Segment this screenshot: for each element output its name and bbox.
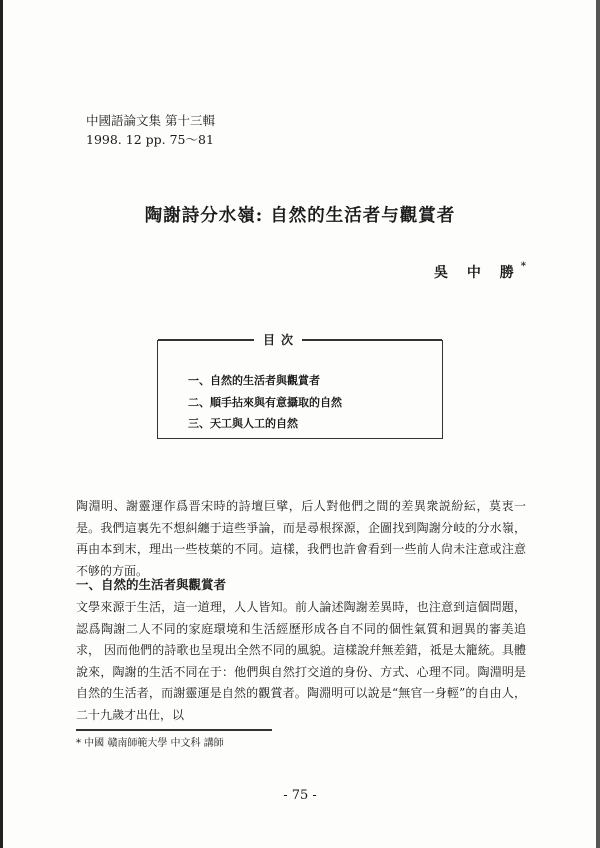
journal-citation: 1998. 12 pp. 75～81	[86, 132, 214, 147]
table-of-contents	[157, 333, 443, 439]
toc-item: 三、天工與人工的自然	[188, 417, 298, 430]
footnote-divider	[76, 729, 272, 731]
journal-name: 中國語論文集 第十三輯	[86, 113, 215, 128]
section-paragraph: 文學來源于生活，這一道理，人人皆知。前人論述陶謝差異時，也注意到這個問題，認爲陶謝二人不同的家庭環境和生活經歷形成各自不同的個性氣質和迥異的審美追求， 因而他們的詩歌也呈現出全然不同的風貌。這樣說幷無差錯，祗是太籠統。具體說來，陶謝的生活不同在于：他們與自然打交道的身份、方式、心理不同。陶淵明是自然的生活者，而謝靈運是自然的觀賞者。陶淵明可以說是“無官一身輕”的自由人，二十九歲才出仕，以	[76, 600, 526, 722]
author-line	[434, 262, 526, 282]
toc-border-left	[158, 339, 254, 341]
section-heading: 一、自然的生活者與觀賞者	[76, 577, 227, 592]
toc-list	[188, 370, 342, 435]
scan-border-right	[596, 0, 600, 848]
footnote: * 中國 贛南師範大學 中文科 講師	[76, 738, 224, 749]
author-footnote-mark: *	[520, 261, 526, 273]
journal-info	[86, 111, 215, 149]
author-name: 吳 中 勝	[434, 265, 521, 281]
intro-paragraph: 陶淵明、謝靈運作爲晋宋時的詩壇巨擘，后人對他們之間的差異衆説紛紜，莫衷一是。我們這裏先不想糾纏于這些爭論，而是尋根探源，企圖找到陶謝分岐的分水嶺，再由本到末，理出一些枝葉的不同。這樣，我們也許會看到一些前人尙未注意或注意不够的方面。	[76, 499, 526, 578]
paper-title: 陶謝詩分水嶺: 自然的生活者与觀賞者	[144, 206, 456, 226]
scan-border-left	[0, 0, 3, 848]
toc-title: 目次	[262, 333, 299, 347]
toc-item: 一、自然的生活者與觀賞者	[188, 374, 320, 387]
toc-border-right	[302, 339, 442, 341]
toc-item: 二、順手拈來與有意攝取的自然	[188, 395, 342, 409]
page-number: - 75 -	[283, 788, 317, 803]
